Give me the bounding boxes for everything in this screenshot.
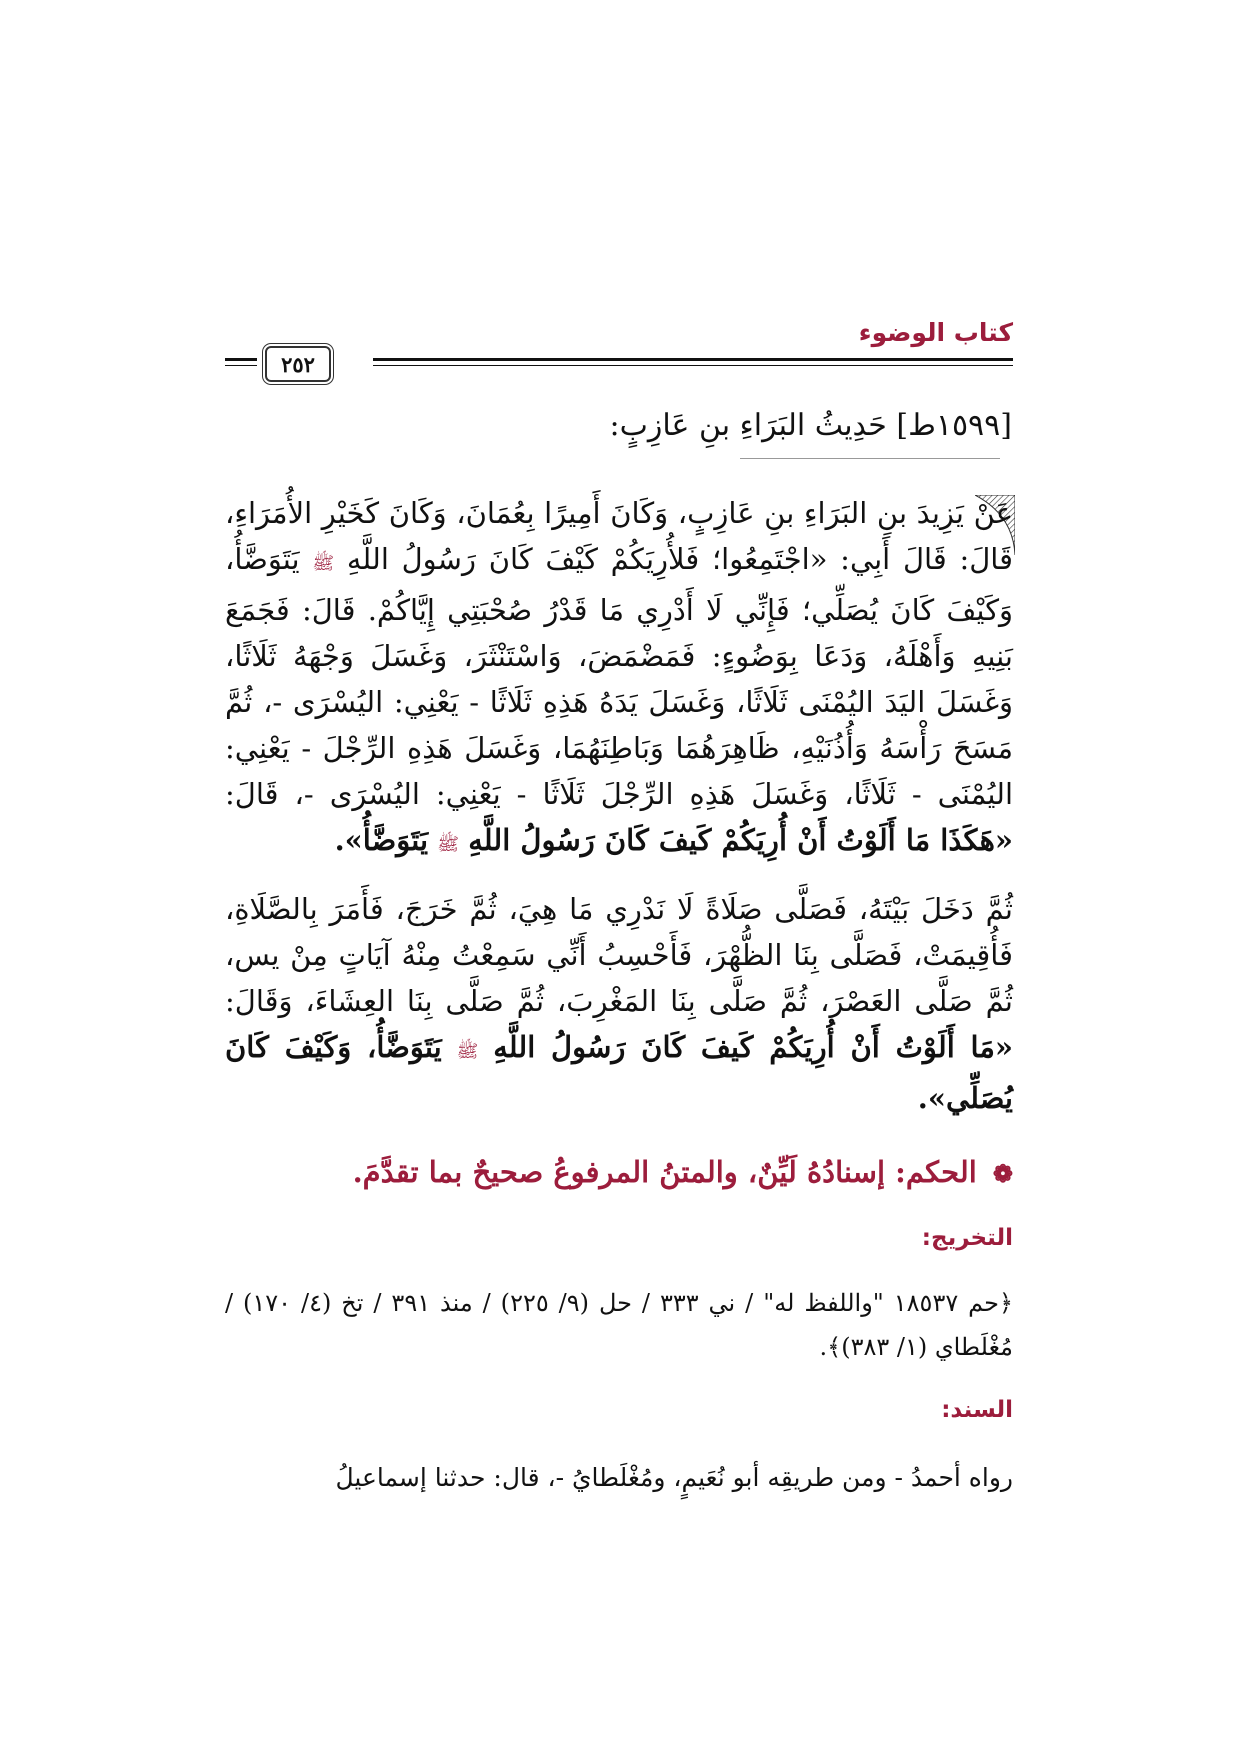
- ornament-icon: ❁: [992, 1159, 1013, 1188]
- header-rule: [373, 358, 1013, 361]
- heading-underline: [740, 458, 1000, 459]
- hadith-text: يَتَوَضَّأُ، وَكَيْفَ كَانَ يُصَلِّي؛ فَإِنِّي لَا أَدْرِي مَا قَدْرُ صُحْبَتِي إِيَّاكُمْ. قَالَ: فَجَمَعَ بَنِيهِ وَأَهْلَهُ، وَدَعَا بِوَضُوءٍ: فَمَضْمَضَ، وَاسْتَنْثَرَ، وَغَسَلَ وَجْهَهُ ثَلَاثًا، وَغَسَلَ اليَدَ اليُمْنَى ثَلَاثًا، وَغَسَلَ يَدَهُ هَذِهِ ثَلَاثًا - يَعْنِي: اليُسْرَى -، ثُمَّ مَسَحَ رَأْسَهُ وَأُذُنَيْهِ، ظَاهِرَهُمَا وَبَاطِنَهُمَا، وَغَسَلَ هَذِهِ الرِّجْلَ - يَعْنِي: اليُمْنَى - ثَلَاثًا، وَغَسَلَ هَذِهِ الرِّجْلَ ثَلَاثًا - يَعْنِي: اليُسْرَى -، قَالَ:: [225, 542, 1013, 811]
- header-rule-left: [225, 358, 257, 361]
- salla-glyph: ﷺ: [312, 553, 335, 574]
- takhrij-text: ﴿حم ١٨٥٣٧ "واللفظ له" / ني ٣٣٣ / حل (٩/ ٢٢٥) / منذ ٣٩١ / تخ (٤/ ١٧٠) / مُغْلَطاي (١/ ٣٨٣)﴾.: [225, 1289, 1014, 1361]
- hadith-paragraph-1: [225, 490, 1013, 868]
- header-rule-left-thin: [225, 365, 257, 366]
- ruling-text: إسنادُهُ لَيِّنٌ، والمتنُ المرفوعُ صحيحٌ بما تقدَّمَ.: [352, 1155, 886, 1189]
- page-content: [225, 490, 1013, 1501]
- page-number: ٢٥٢: [265, 346, 331, 382]
- ruling-line: [225, 1149, 1013, 1197]
- ruling-label: الحكم:: [895, 1155, 977, 1189]
- hadith-text: عَنْ يَزِيدَ بنِ البَرَاءِ بنِ عَازِبٍ، وَكَانَ أَمِيرًا بِعُمَانَ، وَكَانَ كَخَيْرِ الأُمَرَاءِ، قَالَ: قَالَ أَبِي: «اجْتَمِعُوا؛ فَلأُرِيَكُمْ كَيْفَ كَانَ رَسُولُ اللَّهِ: [225, 496, 1014, 576]
- book-title: كتاب الوضوء: [858, 318, 1013, 347]
- salla-glyph: ﷺ: [437, 834, 460, 855]
- hadith-bold-text: يَتَوَضَّأُ».: [334, 823, 429, 857]
- page-header: [225, 318, 1013, 377]
- section-heading: [١٥٩٩ط] حَدِيثُ البَرَاءِ بنِ عَازِبٍ:: [609, 408, 1012, 443]
- salla-glyph: ﷺ: [456, 1041, 479, 1062]
- takhrij-heading: التخريج:: [921, 1225, 1013, 1251]
- sanad-text: رواه أحمدُ - ومن طريقِه أبو نُعَيمٍ، ومُغْلَطايُ -، قال: حدثنا إسماعيلُ: [335, 1463, 1013, 1492]
- hadith-text: ثُمَّ دَخَلَ بَيْتَهُ، فَصَلَّى صَلَاةً لَا نَدْرِي مَا هِيَ، ثُمَّ خَرَجَ، فَأَمَرَ بِالصَّلَاةِ، فَأُقِيمَتْ، فَصَلَّى بِنَا الظُّهْرَ، فَأَحْسِبُ أَنِّي سَمِعْتُ مِنْهُ آيَاتٍ مِنْ يس، ثُمَّ صَلَّى العَصْرَ، ثُمَّ صَلَّى بِنَا المَغْرِبَ، ثُمَّ صَلَّى بِنَا العِشَاءَ، وَقَالَ:: [225, 892, 1013, 1018]
- hadith-bold-text: يَتَوَضَّأُ، وَكَيْفَ كَانَ يُصَلِّي».: [225, 1030, 1013, 1115]
- hadith-bold-text: «مَا أَلَوْتُ أَنْ أُرِيَكُمْ كَيفَ كَانَ رَسُولُ اللَّهِ: [493, 1030, 1014, 1064]
- hadith-bold-text: «هَكَذَا مَا أَلَوْتُ أَنْ أُرِيَكُمْ كَيفَ كَانَ رَسُولُ اللَّهِ: [468, 823, 1013, 857]
- hadith-paragraph-2: [225, 886, 1013, 1121]
- header-rule-thin: [373, 365, 1013, 366]
- sanad-heading: السند:: [941, 1397, 1013, 1423]
